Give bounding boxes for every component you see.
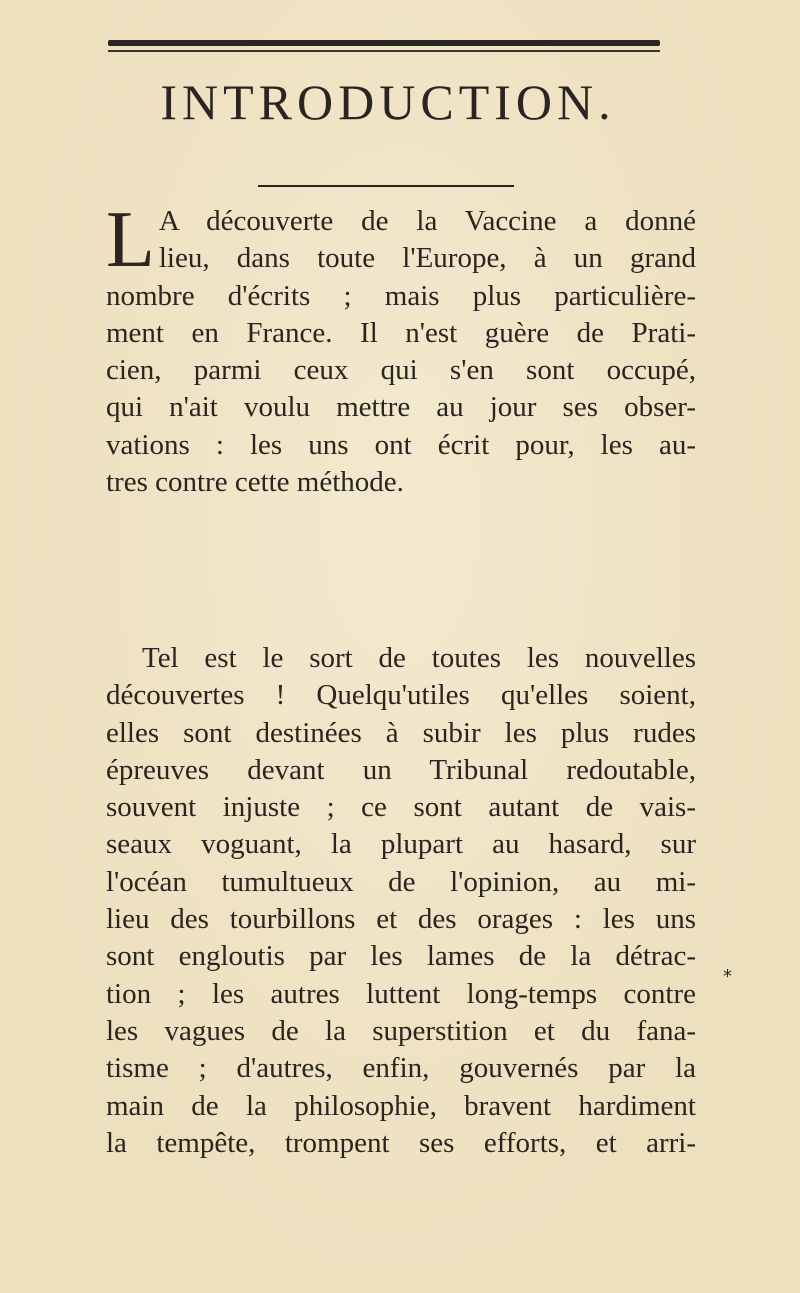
text-line: main de la philosophie, bravent hardiment	[106, 1089, 696, 1122]
marginal-asterisk: *	[723, 966, 732, 987]
text-line: tion ; les autres luttent long-temps contre	[106, 977, 696, 1010]
title-divider	[258, 185, 514, 187]
text-line: nombre d'écrits ; mais plus particulière-	[106, 279, 696, 312]
text-line: la tempête, trompent ses efforts, et arri-	[106, 1126, 696, 1159]
top-rule-thin	[108, 50, 660, 52]
drop-cap: L	[106, 196, 155, 284]
text-line: cien, parmi ceux qui s'en sont occupé,	[106, 354, 696, 387]
text-line: lieu, dans toute l'Europe, à un grand	[158, 242, 696, 275]
text-line: épreuves devant un Tribunal redoutable,	[106, 753, 696, 786]
text-line: elles sont destinées à subir les plus rudes	[106, 716, 696, 749]
top-rule-thick	[108, 40, 660, 46]
text-line: découvertes ! Quelqu'utiles qu'elles soient,	[106, 679, 696, 712]
text-line: sont engloutis par les lames de la détrac-	[106, 940, 696, 973]
text-line: tisme ; d'autres, enfin, gouvernés par la	[106, 1052, 696, 1085]
text-line: seaux voguant, la plupart au hasard, sur	[106, 828, 696, 861]
paragraph-1	[106, 196, 696, 501]
paragraph-2	[106, 640, 696, 1162]
text-line: vations : les uns ont écrit pour, les au-	[106, 428, 696, 461]
text-line: lieu des tourbillons et des orages : les uns	[106, 903, 696, 936]
text-line: les vagues de la superstition et du fana-	[106, 1014, 696, 1047]
text-line: ment en France. Il n'est guère de Prati-	[106, 316, 696, 349]
text-line: Tel est le sort de toutes les nouvelles	[142, 642, 696, 674]
text-line: souvent injuste ; ce sont autant de vais-	[106, 791, 696, 824]
chapter-title: INTRODUCTION.	[160, 74, 616, 130]
text-line: tres contre cette méthode.	[106, 466, 404, 499]
text-line: A découverte de la Vaccine a donné	[158, 205, 696, 237]
text-line: qui n'ait voulu mettre au jour ses obser-	[106, 391, 696, 424]
text-line: l'océan tumultueux de l'opinion, au mi-	[106, 865, 696, 898]
